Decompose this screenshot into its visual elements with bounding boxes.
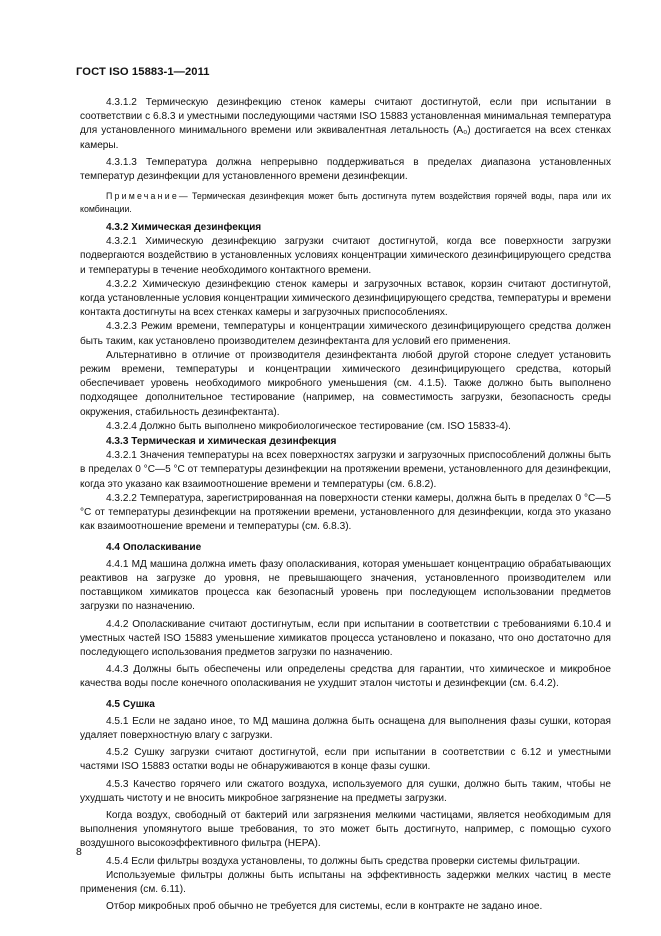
heading-4-3-2: 4.3.2 Химическая дезинфекция bbox=[106, 222, 262, 234]
paragraph-sampling: Отбор микробных проб обычно не требуется для системы, если в контракте не задано иное. bbox=[106, 901, 543, 913]
heading-4-5: 4.5 Сушка bbox=[106, 698, 155, 710]
document-body bbox=[80, 96, 611, 914]
paragraph-4-3-1-3: 4.3.1.3 Температура должна непрерывно поддерживаться в пределах диапазона установленных температур дезинфекции для установленного времени дезинфекции. bbox=[80, 156, 611, 183]
document-header: ГОСТ ISO 15883-1—2011 bbox=[76, 66, 210, 78]
note-text: — Термическая дезинфекция может быть достигнута путем воздействия горячей воды, пара или их комбинации. bbox=[80, 191, 611, 214]
paragraph-4-4-2: 4.4.2 Ополаскивание считают достигнутым, если при испытании в соответствии с требованиями 6.10.4 и уместных частей ISO 15883 уменьшение химикатов процесса установлено и показано, что оно достаточно для последующего использования предметов загрузки по назначению. bbox=[80, 618, 611, 658]
heading-4-4: 4.4 Ополаскивание bbox=[106, 541, 202, 553]
paragraph-4-3-2-2: 4.3.2.2 Химическую дезинфекцию стенок камеры и загрузочных вставок, корзин считают достигнутой, когда установленные условия концентрации химического дезинфицирующего средства, температуры и времени контакта достигнуты на всех стенках камеры и загрузочных приспособлениях. bbox=[80, 278, 611, 319]
paragraph-4-4-1: 4.4.1 МД машина должна иметь фазу ополаскивания, которая уменьшает концентрацию обрабатывающих реактивов на загрузке до уровня, не превышающего значения, установленного производителем или поставщиком химикатов процесса как безопасный уровень при последующем использовании предметов загрузки по назначению. bbox=[80, 558, 611, 613]
paragraph-air-quality: Когда воздух, свободный от бактерий или загрязнения мелкими частицами, является необходимым для выполнения упомянутого выше требования, то это может быть достигнуто, например, с помощью сухого воздушного высокоэффективного фильтра (НЕРА). bbox=[80, 809, 611, 850]
paragraph-filters: Используемые фильтры должны быть испытаны на эффективность задержки мелких частиц в месте применения (см. 6.11). bbox=[80, 869, 611, 895]
paragraph-4-5-1: 4.5.1 Если не задано иное, то МД машина должна быть оснащена для выполнения фазы сушки, которая удаляет поверхностную влагу с загрузки. bbox=[80, 715, 611, 741]
note bbox=[80, 190, 611, 215]
paragraph-4-5-2: 4.5.2 Сушку загрузки считают достигнутой, если при испытании в соответствии с 6.12 и уместными частями ISO 15883 остатки воды не обнаруживаются в конце фазы сушки. bbox=[80, 747, 611, 773]
paragraph-4-3-1-2: 4.3.1.2 Термическую дезинфекцию стенок камеры считают достигнутой, если при испытании в соответствии с 6.8.3 и уместными последующими частями ISO 15883 установленная минимальная температура для установленного минимального времени или эквивалентная летальность (A₀) достигается на всех стенках камеры. bbox=[80, 97, 611, 151]
paragraph-alternative: Альтернативно в отличие от производителя дезинфектанта любой другой стороне следует установить режим времени, температуры и концентрации химического дезинфицирующего средства, который обеспечивает уровень необходимого микробного уменьшения (см. 4.1.5). Также должно быть выполнено подходящее дополнительное тестирование (например, на совместимость загрузки, безопасность среды окружения, стабильность дезинфектанта). bbox=[80, 349, 611, 418]
paragraph-4-3-3-2: 4.3.2.2 Температура, зарегистрированная на поверхности стенки камеры, должна быть в пределах 0 °С—5 °С от температуры дезинфекции на протяжении времени, установленного для дезинфекции, когда это указано как взаимоотношение времени и температуры (см. 6.8.3). bbox=[80, 492, 611, 533]
heading-4-3-3: 4.3.3 Термическая и химическая дезинфекция bbox=[106, 436, 337, 448]
paragraph-4-3-2-4: 4.3.2.4 Должно быть выполнено микробиологическое тестирование (см. ISO 15833-4). bbox=[106, 420, 511, 432]
page-number: 8 bbox=[76, 846, 82, 858]
paragraph-4-3-3-1: 4.3.2.1 Значения температуры на всех поверхностях загрузки и загрузочных приспособлений должны быть в пределах 0 °С—5 °С от температуры дезинфекции на протяжении времени, установленного для дезинфекции, когда это указано как взаимоотношение времени и температуры (см. 6.8.2). bbox=[80, 450, 611, 490]
paragraph-4-5-4: 4.5.4 Если фильтры воздуха установлены, то должны быть средства проверки системы фильтрации. bbox=[106, 855, 581, 867]
paragraph-4-3-2-1: 4.3.2.1 Химическую дезинфекцию загрузки считают достигнутой, когда все поверхности загрузки подвергаются воздействию в установленных условиях концентрации химического дезинфицирующего средства и температуры в течение необходимого контактного времени. bbox=[80, 236, 611, 276]
note-label: Примечание bbox=[106, 191, 179, 202]
paragraph-4-3-2-3: 4.3.2.3 Режим времени, температуры и концентрации химического дезинфицирующего средства должен быть таким, как установлено производителем дезинфектанта для условий его применения. bbox=[80, 321, 611, 347]
paragraph-4-4-3: 4.4.3 Должны быть обеспечены или определены средства для гарантии, что химическое и микробное качества воды после конечного ополаскивания не ухудшит эталон чистоты и дезинфекции (см. 6.4.2). bbox=[80, 664, 611, 690]
paragraph-4-5-3: 4.5.3 Качество горячего или сжатого воздуха, используемого для сушки, должно быть таким, чтобы не ухудшать чистоту и не вносить микробное загрязнение на предметы загрузки. bbox=[80, 778, 611, 804]
